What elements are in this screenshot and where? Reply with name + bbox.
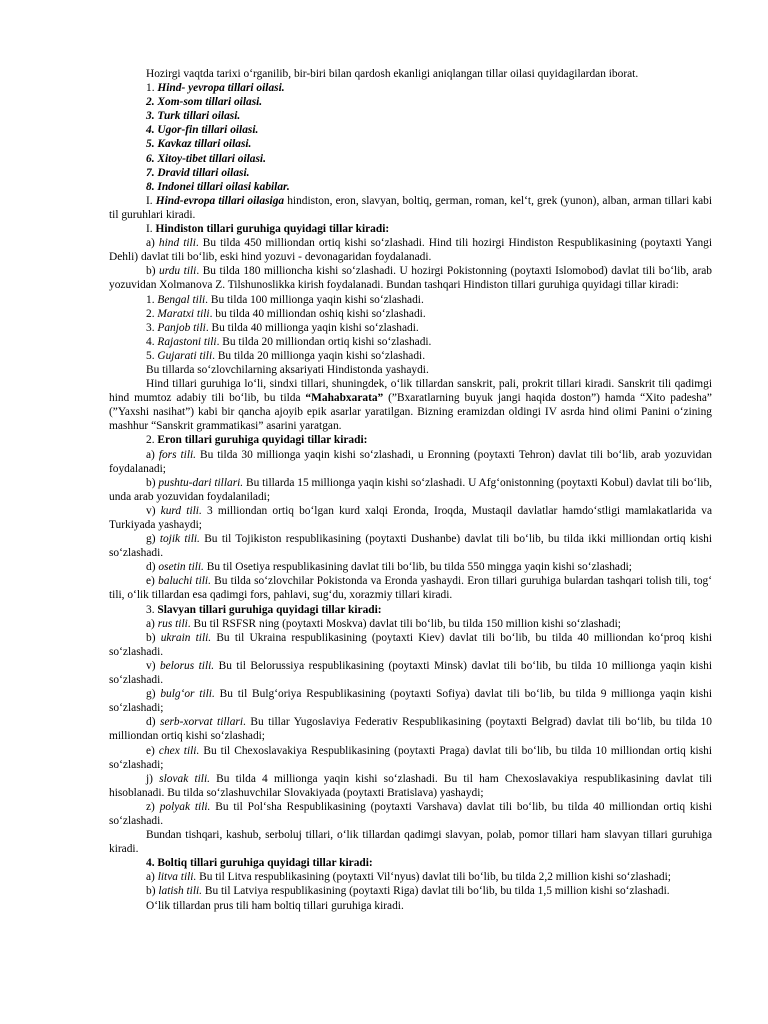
heading-prefix: 2. [146,434,158,447]
hindiston-after-list: Bu tillarda so‘zlovchilarning aksariyati Hindistonda yashaydi. [146,363,429,376]
item-prefix: b) [146,476,159,489]
boltiq-after: O‘lik tillardan prus tili ham boltiq tillari guruhiga kiradi. [146,899,404,912]
language-name: osetin tili. [158,561,204,574]
boltiq-item [109,870,712,884]
list-number: 8. [146,180,155,193]
family-name: Dravid tillari oilasi. [157,166,250,179]
item-prefix: a) [146,448,159,461]
heading-text: Hindiston tillari guruhiga quyidagi tillar kiradi: [155,223,390,236]
work-title: “Mahabxarata” [305,392,384,405]
slavyan-item [109,659,712,687]
slavyan-heading [109,603,712,617]
language-name: hind tili [158,237,196,250]
family-name: Xitoy-tibet tillari oilasi. [157,152,266,165]
item-text: . Bu tilda 450 milliondan ortiq kishi so‘zlashadi. Hind tili hozirgi Hindiston Respublikasining (poytaxti Yangi Dehli) davlat tili bo‘lib, eski hind yozuvi - devonagaridan foydalanadi. [109,237,713,264]
item-text: Bu til Belorussiya respublikasining (poytaxti Minsk) davlat tili bo‘lib, bu tilda 10 millionga yaqin kishi so‘zlashadi. [109,659,713,687]
eron-item [109,532,712,560]
family-name: Indonei tillari oilasi kabilar. [157,180,290,193]
list-number: 1. [146,82,155,95]
item-text: Bu tillarda 15 millionga yaqin kishi so‘zlashadi. U Afg‘onistonning (poytaxti Kobul) davlat tili bo‘lib, unda arab yozuvidan foydalaniladi; [109,476,713,503]
list-item [109,95,712,109]
list-number: 5. [146,349,158,362]
slavyan-item [109,744,712,772]
heading-text: Eron tillari guruhiga quyidagi tillar kiradi: [157,434,368,447]
item-prefix: e) [146,575,159,588]
item-prefix: d) [146,561,159,574]
item-text: Bu til Litva respublikasining (poytaxti Vil‘nyus) davlat tili bo‘lib, bu tilda 2,2 million kishi so‘zlashadi; [196,871,671,884]
item-text: . Bu tilda 100 millionga yaqin kishi so‘zlashadi. [205,293,424,306]
item-text: . Bu tilda 180 millioncha kishi so‘zlashadi. U hozirgi Pokistonning (poytaxti Islomobod) davlat tili bo‘lib, arab yozuvidan Xolmanova Z. Tilshunoslikka kirish foydalanadi. Bundan tashqari Hindiston tillari guruhiga quyidagi tillar kiradi: [109,265,712,292]
language-name: tojik tili. [159,533,200,546]
item-text: Bu til Latviya respublikasining (poytaxti Riga) davlat tili bo‘lib, bu tilda 1,5 million kishi so‘zlashadi. [202,885,670,898]
list-item [109,335,712,349]
slavyan-item [109,631,712,659]
family-name: Turk tillari oilasi. [157,110,241,123]
list-item [109,166,712,180]
language-name: chex tili. [158,744,200,757]
boltiq-heading: 4. Boltiq tillari guruhiga quyidagi tillar kiradi: [146,857,373,870]
paragraph-text: (”Bxaratlarning buyuk jangi haqida doston”) hamda “Xito padesha” (”Yaxshi nasihat”) kabi bir qancha ajoyib epik asarlar yaratilgan. Bizning eramizdan oldingi IV asrda hind olimi Panini o‘zining mashhur “Sanskrit grammatikasi” asarini yaratgan. [109,392,712,433]
language-name: baluchi tili. [158,575,211,588]
list-number: 2. [146,96,155,109]
list-item [109,321,712,335]
item-text: Bu til Osetiya respublikasining davlat tili bo‘lib, bu tilda 550 mingga yaqin kishi so‘zlashadi; [203,561,632,574]
list-number: 7. [146,166,155,179]
language-name: slovak tili. [159,772,210,785]
item-text: Bu til Bulg‘oriya Respublikasining (poytaxti Sofiya) davlat tili bo‘lib, bu tilda 9 millionga yaqin kishi so‘zlashadi; [109,688,712,715]
list-number: 4. [146,335,158,348]
item-prefix: b) [146,885,159,898]
hindiston-item-b [109,264,712,292]
heading-text: Slavyan tillari guruhiga quyidagi tillar kiradi: [157,603,382,616]
list-item [109,109,712,123]
item-text: 3 milliondan ortiq bo‘lgan kurd xalqi Eronda, Iroqda, Mustaqil davlatlar hamdo‘stligi mamlakatlarida va Turkiyada yashaydi; [109,504,713,531]
item-text: . Bu tilda 40 millionga yaqin kishi so‘zlashadi. [205,321,419,334]
language-name: latish tili. [158,885,203,898]
language-name: urdu tili [159,265,197,278]
list-item [109,81,712,95]
language-name: fors tili. [158,448,197,461]
language-families-list [109,81,712,194]
family-name: Hind- yevropa tillari oilasi. [157,82,285,95]
section-indo-european-paragraph [109,194,712,222]
slavyan-item [109,715,712,743]
heading-prefix: I. [146,223,156,236]
eron-item [109,476,712,504]
list-item [109,307,712,321]
item-prefix: v) [146,504,161,517]
hindiston-item-a [109,236,712,264]
item-prefix: g) [146,533,160,546]
language-name: belorus tili. [159,659,215,672]
list-number: 3. [146,321,158,334]
list-item [109,349,712,363]
eron-item [109,448,712,476]
list-number: 6. [146,152,155,165]
list-item [109,123,712,137]
hindiston-heading [109,222,712,236]
sanskrit-paragraph [109,377,712,433]
item-text: . Bu tilda 20 milliondan ortiq kishi so‘zlashadi. [216,335,432,348]
slavyan-after: Bundan tishqari, kashub, serboluj tillari, o‘lik tillardan qadimgi slavyan, polab, pomor tillari ham slavyan tillari guruhiga kiradi. [109,829,712,856]
item-prefix: b) [146,631,161,644]
item-text: Bu tilda 4 millionga yaqin kishi so‘zlashadi. Bu til ham Chexoslavakiya respublikasining davlat tili hisoblanadi. Bu tilda so‘zlashuvchilar Slovakiyada (poytaxti Bratislava) yashaydi; [109,772,712,799]
item-prefix: a) [146,237,159,250]
item-text: . Bu tillar Yugoslaviya Federativ Respublikasining (poytaxti Belgrad) davlat tili bo‘lib, bu tilda 10 milliondan ortiq kishi so‘zlashadi; [109,716,712,743]
item-prefix: d) [146,716,161,729]
list-number: 2. [146,307,158,320]
eron-item [109,560,712,574]
language-name: Rajastoni tili [157,335,217,348]
list-number: 5. [146,138,155,151]
language-name: rus tili [157,617,188,630]
item-prefix: z) [146,800,160,813]
eron-item [109,574,712,602]
item-text: Bu til Pol‘sha Respublikasining (poytaxti Varshava) davlat tili bo‘lib, bu tilda 40 milliondan ortiq kishi so‘zlashadi. [109,800,712,827]
item-text: Bu til Ukraina respublikasining (poytaxti Kiev) davlat tili bo‘lib, bu tilda 40 milliondan ko‘proq kishi so‘zlashadi. [109,631,713,658]
hindiston-sublist [109,293,712,363]
item-prefix: e) [146,744,159,757]
item-text: Bu tilda 30 millionga yaqin kishi so‘zlashadi, u Eronning (poytaxti Tehron) davlat tili bo‘lib, arab yozuvidan foydalanadi; [109,448,712,475]
item-prefix: j) [146,772,160,785]
language-name: polyak tili. [159,800,211,813]
slavyan-item [109,617,712,631]
list-item [109,180,712,194]
paragraph-text: Hind tillari guruhiga lo‘li, sindxi tillari, shuningdek, o‘lik tillardan sanskrit, pali, prokrit tillari kiradi. Sanskrit tili qadimgi hind mumtoz adabiy tili bo‘lib, bu tilda [109,378,712,405]
item-prefix: b) [146,265,160,278]
language-name: Panjob tili [157,321,206,334]
item-text: . bu tilda 40 milliondan oshiq kishi so‘zlashadi. [209,307,426,320]
language-name: Maratxi tili [157,307,210,320]
eron-heading [109,433,712,447]
language-name: serb-xorvat tillari [160,716,243,729]
item-text: . Bu til RSFSR ning (poytaxti Moskva) davlat tili bo‘lib, bu tilda 150 million kishi so‘zlashadi; [187,617,621,630]
section-term: Hind-evropa tillari oilasiga [155,194,285,207]
eron-item [109,504,712,532]
language-name: Bengal tili [157,293,206,306]
language-name: kurd tili. [160,504,202,517]
list-number: 3. [146,110,155,123]
family-name: Xom-som tillari oilasi. [157,96,263,109]
family-name: Kavkaz tillari oilasi. [157,138,252,151]
list-item [109,293,712,307]
language-name: ukrain tili. [160,631,212,644]
heading-prefix: 3. [146,603,158,616]
list-number: 4. [146,124,155,137]
language-name: pushtu-dari tillari. [158,476,244,489]
slavyan-item [109,772,712,800]
section-prefix: I. [146,194,156,207]
list-number: 1. [146,293,158,306]
slavyan-item [109,687,712,715]
family-name: Ugor-fin tillari oilasi. [157,124,259,137]
item-prefix: v) [146,659,160,672]
section-text: hindiston, eron, slavyan, boltiq, german, roman, kel‘t, grek (yunon), alban, arman tillari kabi til guruhlari kiradi. [109,194,712,221]
item-text: . Bu tilda 20 millionga yaqin kishi so‘zlashadi. [212,349,426,362]
item-text: Bu tilda so‘zlovchilar Pokistonda va Eronda yashaydi. Eron tillari guruhiga bulardan tashqari tolish tili, tog‘ tili, o‘lik tillardan esa qadimgi fors, pahlavi, sug‘du, xorazmiy tillari kiradi. [109,575,712,602]
item-prefix: a) [146,871,158,884]
item-prefix: g) [146,688,161,701]
item-prefix: a) [146,617,158,630]
slavyan-item [109,800,712,828]
intro-paragraph: Hozirgi vaqtda tarixi o‘rganilib, bir-biri bilan qardosh ekanligi aniqlangan tillar oilasi quyidagilardan iborat. [146,68,639,80]
language-name: litva tili. [157,871,197,884]
language-name: Gujarati tili [157,349,213,362]
list-item [109,137,712,151]
list-item [109,152,712,166]
boltiq-item [109,884,712,898]
language-name: bulg‘or tili. [160,688,215,701]
item-text: Bu til Chexoslavakiya Respublikasining (poytaxti Praga) davlat tili bo‘lib, bu tilda 10 milliondan ortiq kishi so‘zlashadi; [109,744,712,771]
item-text: Bu til Tojikiston respublikasining (poytaxti Dushanbe) davlat tili bo‘lib, bu tilda ikki milliondan ortiq kishi so‘zlashadi. [109,533,712,560]
